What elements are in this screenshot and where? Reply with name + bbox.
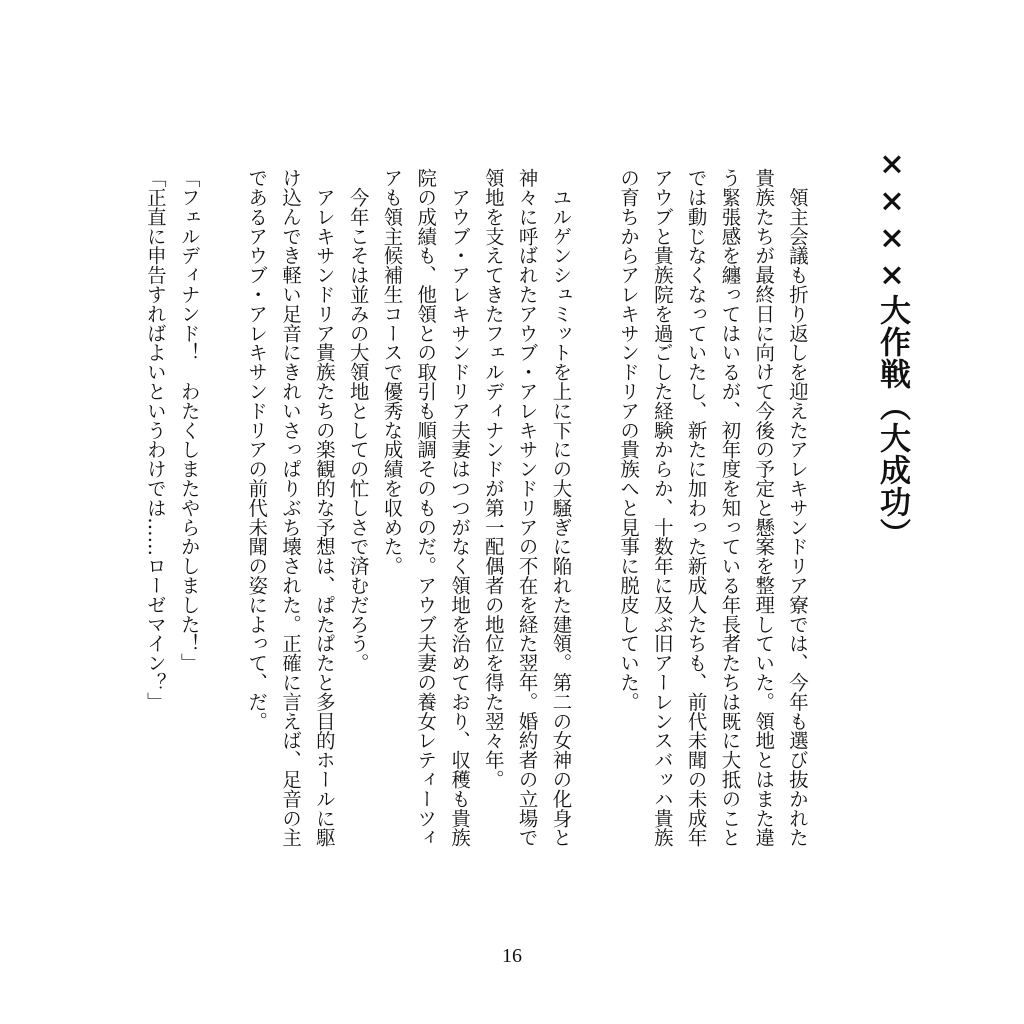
- page-number: 16: [502, 945, 522, 967]
- text-line: ユルゲンシュミットを上に下にの大騒ぎに陥れた建領。第二の女神の化身と: [549, 168, 573, 847]
- text-line: 院の成績も、他領との取引も順調そのものだ。アウブ夫妻の養女レティーツィ: [414, 168, 438, 847]
- text-line: であるアウブ・アレキサンドリアの前代未聞の姿によって、だ。: [245, 168, 269, 731]
- dialogue-line: 「正直に申告すればよいというわけでは……ローゼマイン？」: [143, 168, 167, 712]
- blank-line: [206, 168, 240, 928]
- text-line: 神々に呼ばれたアウブ・アレキサンドリアの不在を経た翌年。婚約者の立場で: [515, 168, 539, 847]
- text-line: アレキサンドリア貴族たちの楽観的な予想は、ぱたぱたと多目的ホールに駆: [312, 168, 336, 847]
- text-line: 貴族たちが最終日に向けて今後の予定と懸案を整理していた。領地とはまた違: [752, 168, 776, 847]
- text-line: アウブ・アレキサンドリア夫妻はつつがなく領地を治めており、収穫も貴族: [448, 168, 472, 847]
- text-line: の育ちからアレキサンドリアの貴族へと見事に脱皮していた。: [617, 168, 641, 712]
- dialogue-line: 「フェルディナンド！ わたくしまたやらかしました！」: [177, 168, 201, 673]
- text-line: アウブと貴族院を過ごした経験からか、十数年に及ぶ旧アーレンスバッハ貴族: [650, 168, 674, 847]
- text-line: う緊張感を纏ってはいるが、初年度を知っている年長者たちは既に大抵のこと: [718, 168, 742, 847]
- vertical-body-text: [138, 168, 814, 928]
- chapter-title: ××××大作戦（大成功）: [874, 146, 910, 550]
- text-line: アも領主候補生コースで優秀な成績を収めた。: [380, 168, 404, 576]
- text-line: 領地を支えてきたフェルディナンドが第一配偶者の地位を得た翌々年。: [481, 168, 505, 789]
- text-line: では動じなくなっていたし、新たに加わった新成人たちも、前代未聞の未成年: [684, 168, 708, 847]
- text-line: 今年こそは並みの大領地としての忙しさで済むだろう。: [346, 168, 370, 673]
- blank-line: [577, 168, 611, 928]
- text-line: け込んでき軽い足音にきれいさっぱりぶち壊された。正確に言えば、足音の主: [279, 168, 303, 847]
- text-line: 領主会議も折り返しを迎えたアレキサンドリア寮では、今年も選び抜かれた: [786, 168, 809, 847]
